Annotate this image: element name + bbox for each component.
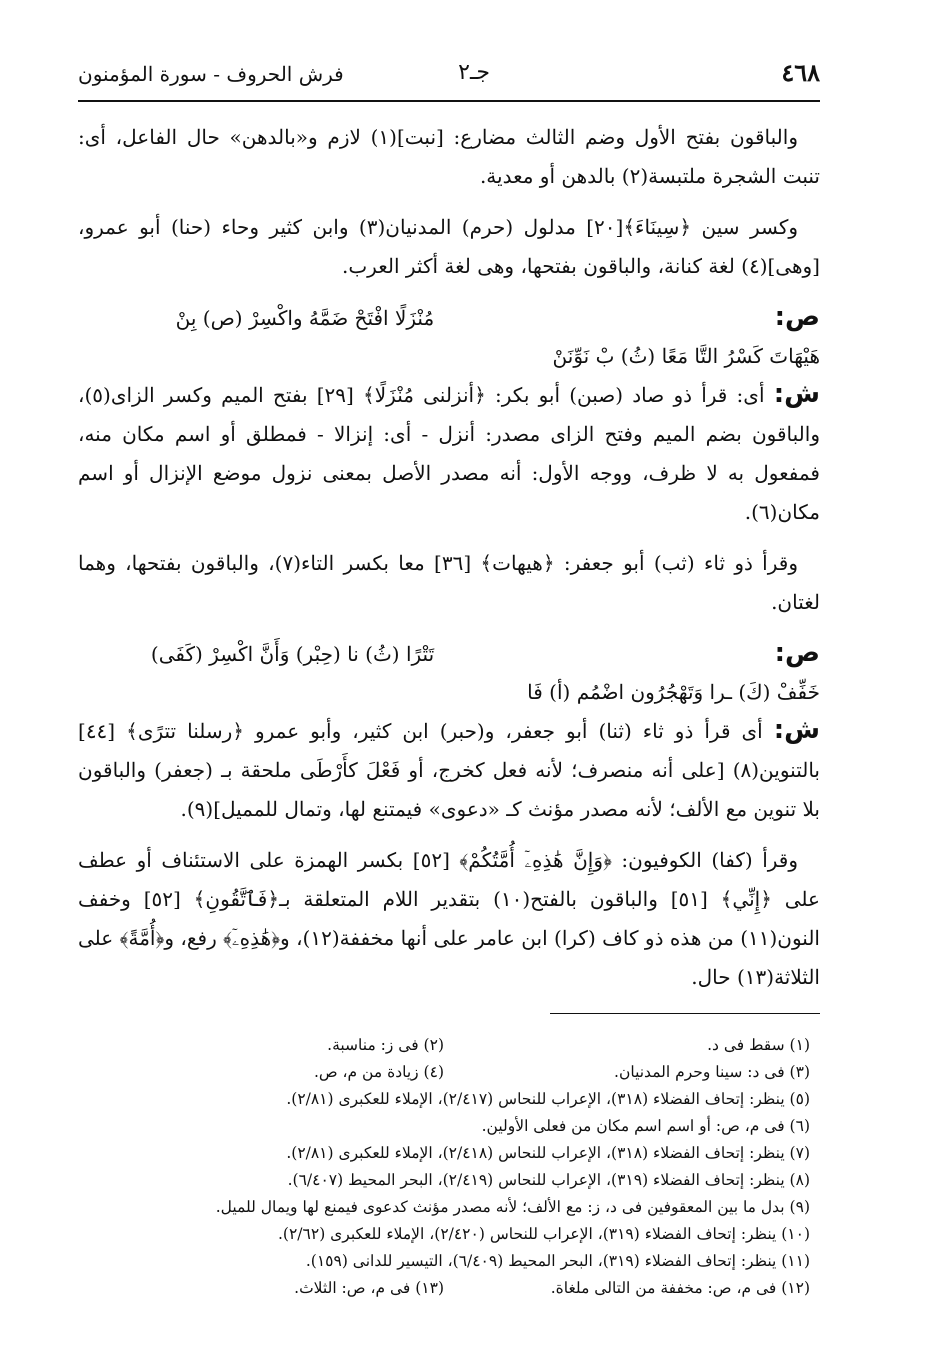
paragraph: والباقون بفتح الأول وضم الثالث مضارع: [نبت](١) لازم و«بالدهن» حال الفاعل، أى: تنبت الشجرة ملتبسة(٢) بالدهن أو معدية. — [78, 125, 820, 188]
verse-line — [78, 298, 820, 375]
commentary-text: أى: قرأ ذو صاد (صبن) أبو بكر: ﴿أنزلنى مُنْزَلًا﴾ [٢٩] بفتح الميم وكسر الزاى(٥)، والباقون بضم الميم وفتح الزاى مصدر: أنزل - أى: إنزالا - فمطلق أو اسم مكان منه، فمفعول به لا ظرف، ووجه الأول: أنه مصدر الأصل بمعنى نزول موضع الإنزال أو اسم مكان(٦). — [78, 383, 820, 524]
footnote: (٩) بدل ما بين المعقوفين فى د، ز: مع الألف؛ لأنه مصدر مؤنث كدعوى فيمنع لها ويمال للميل. — [215, 1198, 810, 1216]
page-header — [78, 50, 820, 102]
main-text — [78, 118, 820, 997]
verse-hemistich: تَتْرًا (ثُ) نا (حِبْر) وَأَنَّ اكْسِرْ (كَفَى) — [150, 642, 435, 666]
paragraph: وقرأ (كفا) الكوفيون: ﴿وَإِنَّ هَٰذِهِۦٓ أُمَّتُكُمْ﴾ [٥٢] بكسر الهمزة على الاستئناف أو عطف على ﴿إِنِّي﴾ [٥١] والباقون بالفتح(١٠) بتقدير اللام المتعلقة بـ﴿فَٱتَّقُونِ﴾ [٥٢] وخفف النون(١١) من هذه ذو كاف (كرا) ابن عامر على أنها مخففة(١٢)، و﴿هَٰذِهِۦٓ﴾ رفع، و﴿أُمَّةً﴾ على الثلاثة(١٣) حال. — [78, 848, 820, 989]
footnote: (٥) ينظر: إتحاف الفضلاء (٣١٨)، الإعراب للنحاس (٢/٤١٧)، الإملاء للعكبرى (٢/٨١). — [286, 1090, 810, 1108]
commentary-label: ش: — [773, 715, 821, 745]
footnote: (١١) ينظر: إتحاف الفضلاء (٣١٩)، البحر المحيط (٦/٤٠٩)، التيسير للدانى (١٥٩). — [305, 1252, 810, 1270]
footnote: (١٣) فى م، ص: الثلاث. — [294, 1279, 444, 1297]
footnote: (٤) زيادة من م، ص. — [313, 1063, 444, 1081]
footnote: (٦) فى م، ص: أو اسم اسم مكان من فعلى الأولين. — [481, 1117, 810, 1135]
footnote: (٢) فى ز: مناسبة. — [327, 1036, 444, 1054]
footnote: (٨) ينظر: إتحاف الفضلاء (٣١٩)، الإعراب للنحاس (٢/٤١٩)، البحر المحيط (٦/٤٠٧). — [287, 1171, 810, 1189]
commentary-paragraph — [78, 375, 820, 532]
footnote: (١٢) فى م، ص: مخففة من التالى ملغاة. — [550, 1279, 810, 1297]
footnote: (١٠) ينظر: إتحاف الفضلاء (٣١٩)، الإعراب للنحاس (٢/٤٢٠)، الإملاء للعكبرى (٢/٦٢). — [278, 1225, 810, 1243]
footnote-row — [78, 1032, 810, 1059]
verse-label: ص: — [774, 302, 820, 332]
footnote: (٣) فى د: سينا وحرم المدنيان. — [614, 1063, 810, 1081]
volume-label: جـ٢ — [458, 60, 490, 85]
paragraph: وكسر سين ﴿سِينَاءَ﴾[٢٠] مدلول (حرم) المدنيان(٣) وابن كثير وحاء (حنا) أبو عمرو، [وهى](٤) لغة كنانة، والباقون بفتحها، وهى لغة أكثر العرب. — [78, 215, 820, 278]
footnote: (١) سقط فى د. — [707, 1036, 810, 1054]
commentary-label: ش: — [773, 379, 820, 409]
page — [78, 50, 820, 1302]
verse-line — [78, 634, 820, 711]
verse-hemistich: مُنْزَلًا افْتَحْ ضَمَّهُ واكْسِرْ (ص) بِنْ — [175, 306, 435, 330]
commentary-paragraph — [78, 711, 820, 829]
footnotes — [78, 1032, 820, 1302]
page-number: ٤٦٨ — [781, 58, 820, 87]
verse-label: ص: — [774, 638, 820, 668]
verse-hemistich: هَيْهَاتَ كَسْرُ التَّا مَعًا (ثُ) بْ نَوِّنَنْ — [552, 344, 820, 368]
paragraph: وقرأ ذو ثاء (ثب) أبو جعفر: ﴿هيهات﴾ [٣٦] معا بكسر التاء(٧)، والباقون بفتحها، وهما لغتان. — [78, 551, 820, 614]
commentary-text: أى قرأ ذو ثاء (ثنا) أبو جعفر، و(حبر) ابن كثير، وأبو عمرو ﴿رسلنا تترًى﴾ [٤٤] بالتنوين(٨) [على أنه منصرف؛ لأنه فعل كخرج، أو فَعْلَ كأَرْطَى ملحقة بـ (جعفر) والباقون بلا تنوين مع الألف؛ لأنه مصدر مؤنث كـ «دعوى» فيمتنع لها، وتمال للمميل](٩). — [78, 719, 820, 821]
footnote: (٧) ينظر: إتحاف الفضلاء (٣١٨)، الإعراب للنحاس (٢/٤١٨)، الإملاء للعكبرى (٢/٨١). — [286, 1144, 810, 1162]
footnote-separator — [550, 1013, 820, 1014]
verse-hemistich: خَفِّفْ (كَ) ـرا وَتَهْجُرُون اضْمُم (أ) فَا — [527, 680, 820, 704]
footnote-row — [78, 1059, 810, 1086]
running-title: فرش الحروف - سورة المؤمنون — [78, 62, 344, 86]
footnote-row — [78, 1275, 810, 1302]
